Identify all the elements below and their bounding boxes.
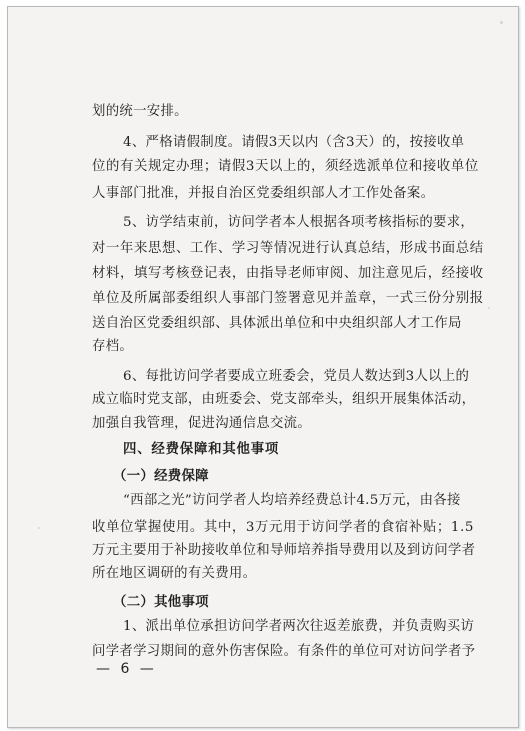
text-line: 对一年来思想、工作、学习等情况进行认真总结，形成书面总结 (92, 241, 484, 256)
text-line: 万元主要用于补助接收单位和导师培养指导费用以及到访问学者 (92, 543, 476, 558)
text-line: 人事部门批准，并报自治区党委组织部人才工作处备案。 (92, 186, 435, 201)
text-line: 划的统一安排。 (92, 104, 188, 119)
scan-speck (500, 21, 503, 24)
text-line: 单位及所属部委组织人事部门签署意见并盖章，一式三份分别报 (92, 291, 484, 306)
text-line: 1、派出单位承担访问学者两次往返差旅费，并负责购买访 (123, 619, 475, 634)
text-line: 材料，填写考核登记表，由指导老师审阅、加注意见后，经接收 (92, 266, 484, 281)
text-line: 问学者学习期间的意外伤害保险。有条件的单位可对访问学者予 (92, 644, 476, 659)
text-line: “西部之光”访问学者人均培养经费总计4.5万元，由各接 (123, 493, 461, 508)
scan-speck (38, 527, 40, 529)
subsection-heading: （一）经费保障 (113, 468, 209, 484)
text-line: 加强自我管理，促进沟通信息交流。 (92, 416, 312, 431)
text-line: 4、严格请假制度。请假3天以内（含3天）的，按接收单 (123, 135, 465, 150)
page-number: — 6 — (96, 661, 157, 677)
subsection-heading: （二）其他事项 (113, 594, 209, 610)
text-line: 成立临时党支部，由班委会、党支部牵头，组织开展集体活动， (92, 392, 476, 407)
text-line: 送自治区党委组织部、具体派出单位和中央组织部人才工作局 (92, 316, 462, 331)
scanned-page (7, 6, 519, 728)
text-line: 存档。 (92, 339, 134, 354)
text-line: 6、每批访问学者要成立班委会，党员人数达到3人以上的 (123, 369, 470, 384)
text-line: 收单位掌握使用。其中，3万元用于访问学者的食宿补贴；1.5 (92, 520, 474, 535)
text-line: 所在地区调研的有关费用。 (92, 566, 257, 581)
scan-speck (488, 307, 490, 309)
text-line: 位的有关规定办理；请假3天以上的，须经选派单位和接收单位 (92, 159, 479, 174)
section-heading: 四、经费保障和其他事项 (123, 441, 280, 457)
text-line: 5、访学结束前，访问学者本人根据各项考核指标的要求， (123, 215, 475, 230)
